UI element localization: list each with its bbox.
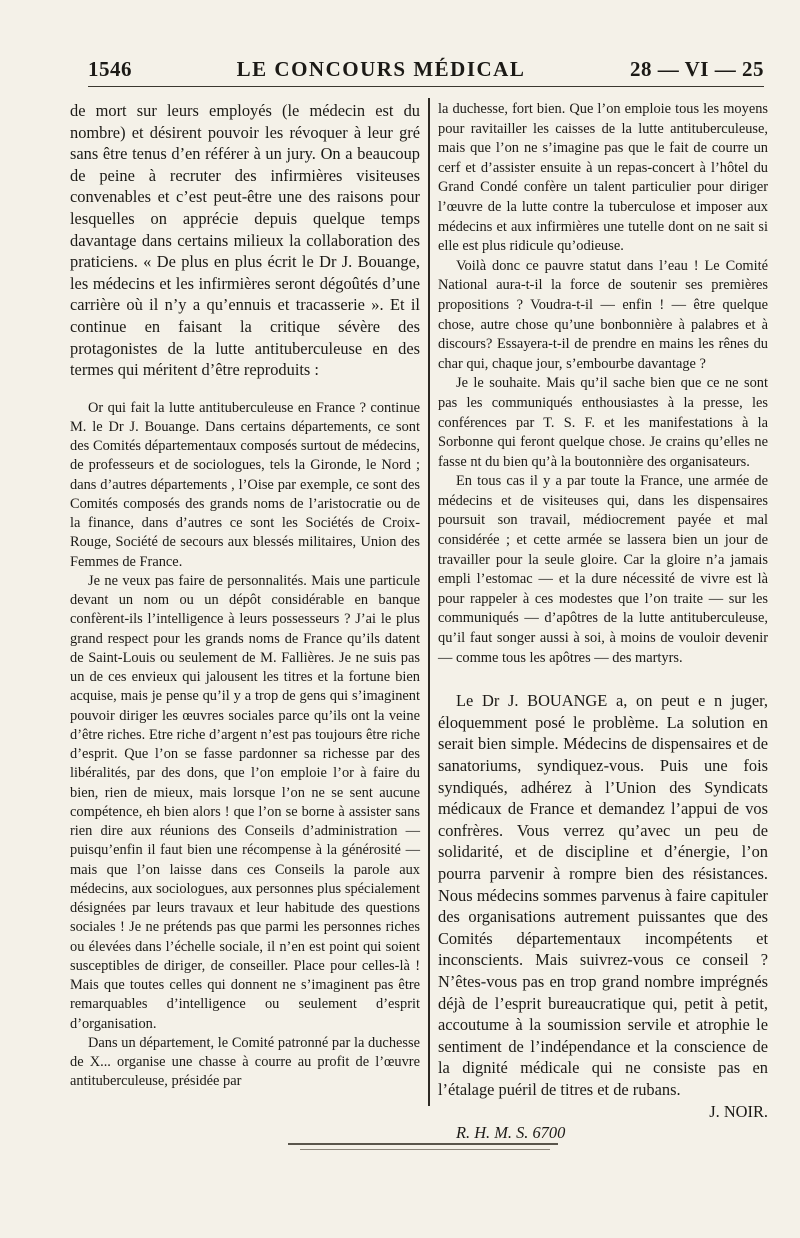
column-divider (428, 98, 430, 1106)
intro-block (70, 100, 420, 381)
page-header (88, 52, 764, 87)
quote-paragraph: En tous cas il y a par toute la France, une armée de médecins et de visiteuses qui, dans les dispensaires poursuit son travail, médiocrement payée et mal considérée ; et cette armée se lassera bien un jour de travailler pour la seule gloire. Car la gloire n’a jamais empli l’estomac — et la dure nécessité de vivre est là pour rappeler à ces modestes que l’on traite — sur les communiqués — d’apôtres de la lutte antituberculeuse, qu’il faut songer aussi à soi, à moins de vouloir devenir — comme tous les apôtres — des martyrs. (438, 473, 768, 666)
conclusion-paragraph: Le Dr J. BOUANGE a, on peut e n juger, éloquemment posé le problème. La solution en serait bien simple. Médecins de dispensaires et de sanatoriums, syndiquez-vous. Puis une fois syndiqués, adhérez à l’Union des Syndicats médicaux de France et demandez l’appui de vos confrères. Vous verrez qu’avec un peu de solidarité, et de discipline et d’énergie, l’on pourra parvenir à rompre bien des résistances. Nous médecins sommes parvenus à faire capituler des organisations autrement puissantes que des Comités départementaux incompétents et inconscients. Mais suivrez-vous ce conseil ? N’êtes-vous pas en trop grand nombre imprégnés déjà de l’esprit bureaucratique qui, petit à petit, accoutume à la soumission servile et atrophie le sentiment de l’indépendance et la conscience de la dignité médicale qui ne consiste pas en l’étalage puéril de titres et de rubans. (438, 691, 768, 1099)
intro-paragraph: de mort sur leurs employés (le médecin est du nombre) et désirent pouvoir les révoquer à leur gré sans être tenus d’en référer à un jury. On a beaucoup de peine à recruter des infirmières visiteuses convenables et c’est peut-être une des raisons pour lesquelles on apprécie depuis quelque temps davantage dans certains milieux la collaboration des praticiens. « De plus en plus écrit le Dr J. Bouange, les médecins et les infirmières seront dégoûtés d’une carrière où il n’y a qu’ennuis et tracasserie ». Et il continue en faisant la critique sévère des protagonistes de la lutte antituberculeuse en des termes qui méritent d’être reproduits : (70, 101, 420, 380)
right-column (438, 100, 768, 1144)
footer-rule-thin (300, 1149, 550, 1150)
journal-title: LE CONCOURS MÉDICAL (236, 56, 526, 81)
issue-date: 28 — VI — 25 (630, 56, 764, 81)
quotation-continued (438, 100, 768, 668)
reference-code: R. H. M. S. 6700 (456, 1123, 566, 1143)
quotation-block (70, 399, 420, 1092)
quote-paragraph: Voilà donc ce pauvre statut dans l’eau ! Le Comité National aura-t-il la force de soutenir ses premières propositions ? Voudra-t-il — enfin ! — être quelque chose, autre chose qu’une bonbonnière à palabres et à discours? Essayera-t-il de prendre en mains les rênes du char qui, chaque jour, s’embourbe davantage ? (438, 257, 768, 372)
conclusion-block (438, 690, 768, 1143)
left-column (70, 100, 420, 1092)
quote-paragraph: Or qui fait la lutte antituberculeuse en France ? continue M. le Dr J. Bouange. Dans certains départements, ce sont des Comités départementaux composés surtout de médecins, de professeurs et de sociologues, tels la Gironde, le Nord ; dans d’autres départements , l’Oise par exemple, ce sont des Comités composés des grands noms de l’aristocratie ou de la finance, dans d’autres ce sont les Sociétés de Croix-Rouge, Société de secours aux blessés militaires, Union des Femmes de France. (70, 399, 420, 570)
quote-paragraph: la duchesse, fort bien. Que l’on emploie tous les moyens pour ravitailler les caisses de la lutte antituberculeuse, mais que l’on ne s’imagine pas que le fait de courre un cerf et d’assister ensuite à un repas-concert à l’hôtel du Grand Condé confère un talent particulier pour diriger l’œuvre de la lutte contre la tuberculose et imposer aux médecins et aux infirmières une tutelle dont on ne sait si elle est plus ridicule qu’odieuse. (438, 101, 768, 255)
quote-paragraph: Je le souhaite. Mais qu’il sache bien que ce ne sont pas les communiqués enthousiastes à la presse, les conférences par T. S. F. et les manifestations à la Sorbonne qui feront quelque chose. Je crains qu’elles ne fasse nt du bien qu’à la boutonnière des organisateurs. (438, 375, 768, 470)
page-number: 1546 (88, 56, 132, 81)
quote-paragraph: Dans un département, le Comité patronné par la duchesse de X... organise une chasse à courre au profit de l’œuvre antituberculeuse, présidée par (70, 1034, 420, 1090)
footer-rule (288, 1143, 558, 1145)
author-signature: J. NOIR. (709, 1101, 768, 1121)
quote-paragraph: Je ne veux pas faire de personnalités. Mais une particule devant un nom ou un dépôt considérable en banque confèrent-ils l’intelligence à leurs possesseurs ? J’ai le plus grand respect pour les grands noms de France qu’ils datent de Saint-Louis ou seulement de M. Fallières. Je ne suis pas un de ces envieux qui jalousent les titres et la fortune bien acquise, mais je pense qu’il y a trop de gens qui s’imaginent pouvoir diriger les œuvres sociales parce qu’ils ont la veine d’être riches. Etre riche d’argent n’est pas toujours être riche d’esprit. Que l’on se fasse pardonner sa richesse par des libéralités, par des dons, que l’on emploie l’or à faire du bien, rien de mieux, mais lorsque l’on ne se sent aucune compétence, eh bien alors ! que l’on se borne à assister sans rien dire aux réunions des Conseils d’administration — puisqu’enfin il faut bien une récompense à la générosité — mais que l’on laisse dans ces Conseils la parole aux médecins, aux sociologues, aux personnes plus spécialement désignées par leurs travaux et leur habitude des questions sociales ! Je ne prétends pas que parmi les personnes riches ou élevées dans l’échelle sociale, il n’en est point qui soient susceptibles de diriger, de conseiller. Place pour celles-là ! Mais que toutes celles qui donnent ne s’imaginent pas être remarquables d’intelligence ou seulement d’esprit d’organisation. (70, 572, 420, 1032)
